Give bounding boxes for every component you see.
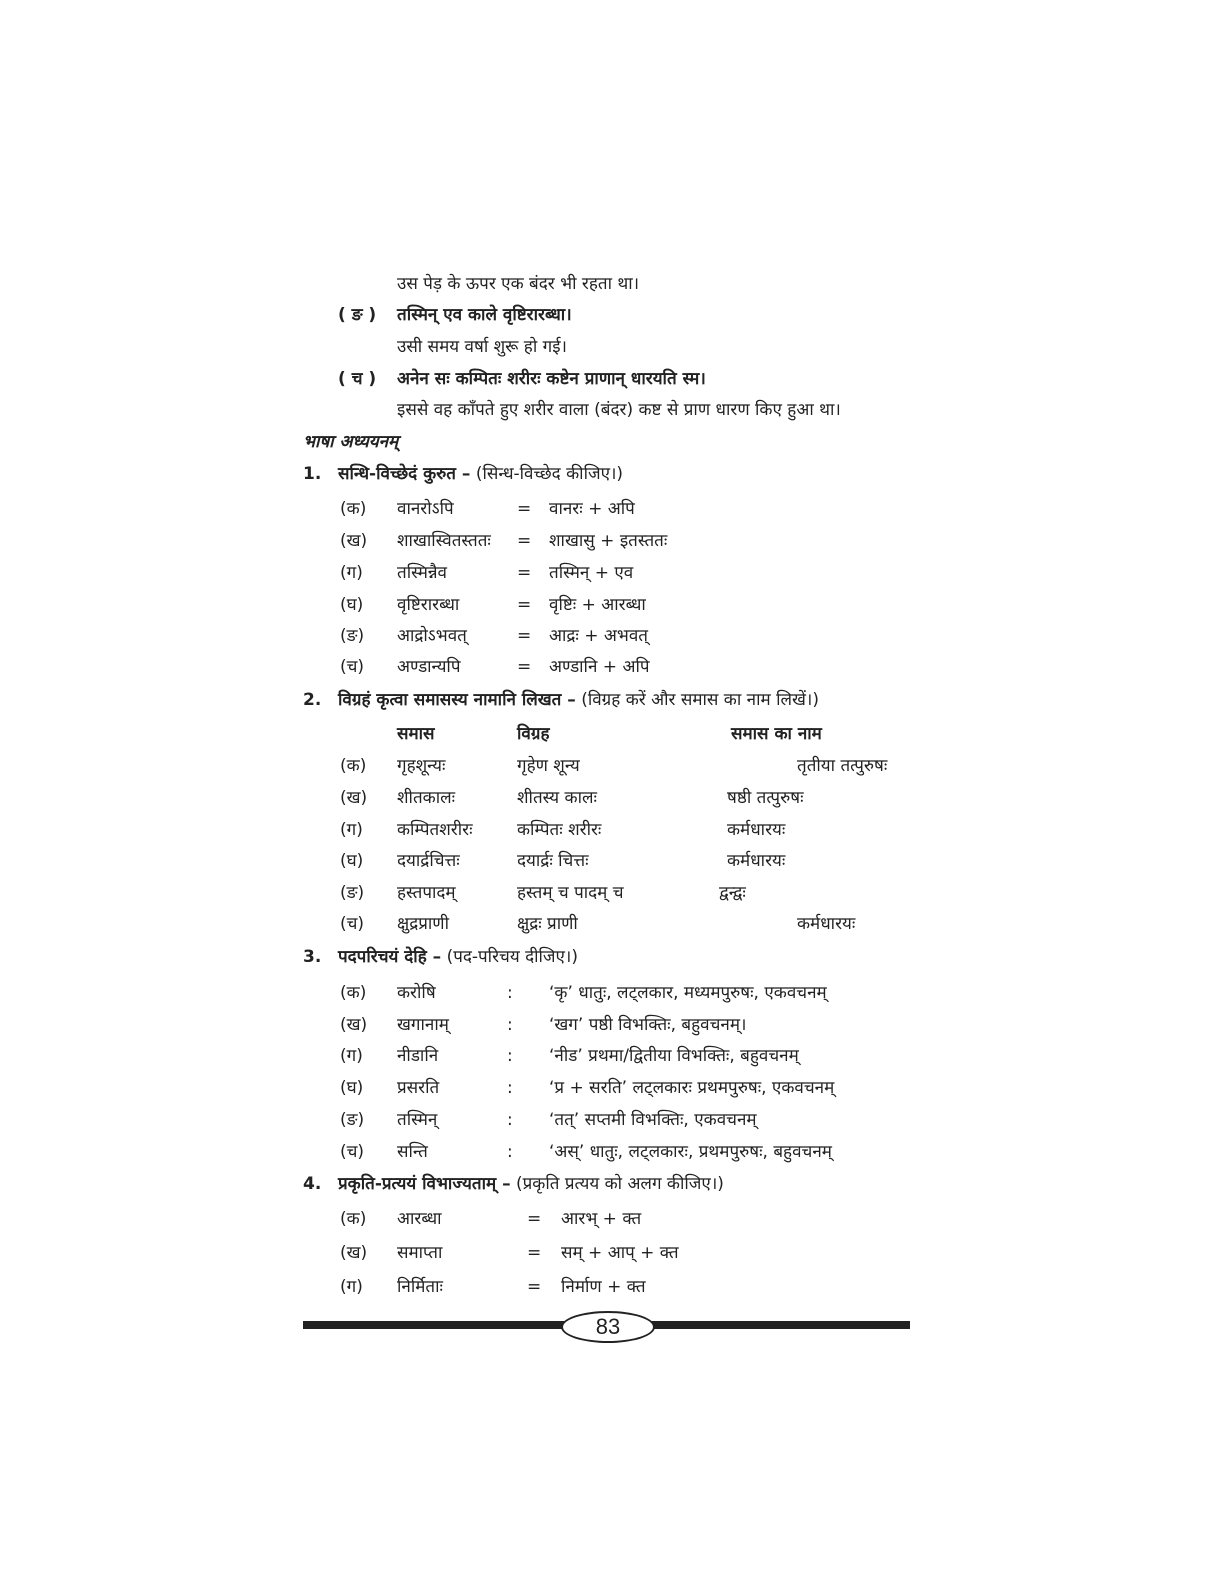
row-split: आद्रः + अभवत्	[549, 626, 648, 646]
row-label: (घ)	[340, 1078, 364, 1098]
question-title: विग्रहं कृत्वा समासस्य नामानि लिखत –	[338, 690, 576, 710]
row-samas: क्षुद्रप्राणी	[397, 914, 449, 934]
row-samas: कम्पितशरीरः	[397, 820, 473, 840]
row-word: तस्मिन्नैव	[397, 563, 448, 583]
column-header-vigrah: विग्रह	[517, 724, 550, 744]
row-label: (ख)	[340, 1243, 368, 1263]
question-hint: (पद-परिचय दीजिए।)	[446, 947, 579, 967]
row-vigrah: हस्तम् च पादम् च	[517, 883, 624, 903]
row-samas: दयार्द्रचित्तः	[397, 851, 460, 871]
row-word: शाखास्वितस्ततः	[397, 531, 491, 551]
question-number: 4.	[303, 1174, 322, 1194]
question-number: 3.	[303, 947, 322, 967]
sanskrit-sentence: तस्मिन् एव काले वृष्टिरारब्धा।	[397, 305, 572, 325]
row-word: करोषि	[397, 983, 436, 1003]
row-samas: गृहशून्यः	[397, 756, 446, 776]
row-word: समाप्ता	[397, 1243, 443, 1263]
row-eq: =	[517, 595, 532, 615]
row-description: ‘अस्’ धातुः, लट्लकारः, प्रथमपुरुषः, बहुवचनम्	[549, 1142, 832, 1162]
row-colon: :	[507, 1110, 513, 1130]
row-samas: हस्तपादम्	[397, 883, 456, 903]
row-label: (ङ)	[340, 626, 365, 646]
question-hint: (सिन्ध-विच्छेद कीजिए।)	[475, 464, 624, 484]
row-split: वानरः + अपि	[549, 499, 635, 519]
row-eq: =	[517, 531, 532, 551]
row-label: (ग)	[340, 563, 363, 583]
row-label: (च)	[340, 1142, 365, 1162]
row-split: अण्डानि + अपि	[549, 657, 650, 677]
row-word: नीडानि	[397, 1046, 439, 1066]
page-number: 83	[561, 1311, 655, 1343]
row-split: आरभ् + क्त	[561, 1209, 642, 1229]
row-word: अण्डान्यपि	[397, 657, 461, 677]
row-vigrah: कम्पितः शरीरः	[517, 820, 602, 840]
question-title: पदपरिचयं देहि –	[338, 947, 442, 967]
row-description: ‘नीड’ प्रथमा/द्वितीया विभक्तिः, बहुवचनम्	[549, 1046, 799, 1066]
row-eq: =	[527, 1243, 542, 1263]
row-vigrah: शीतस्य कालः	[517, 788, 597, 808]
row-label: (ङ)	[340, 1110, 365, 1130]
question-title: प्रकृति-प्रत्ययं विभाज्यताम् –	[338, 1174, 511, 1194]
row-description: ‘कृ’ धातुः, लट्लकार, मध्यमपुरुषः, एकवचनम्	[549, 983, 827, 1003]
row-word: तस्मिन्	[397, 1110, 438, 1130]
row-word: वृष्टिरारब्धा	[397, 595, 460, 615]
row-label: (क)	[340, 499, 367, 519]
row-label: (ख)	[340, 531, 368, 551]
row-eq: =	[527, 1277, 542, 1297]
row-split: शाखासु + इतस्ततः	[549, 531, 668, 551]
intro-line: उस पेड़ के ऊपर एक बंदर भी रहता था।	[397, 274, 640, 294]
row-description: ‘तत्’ सप्तमी विभक्तिः, एकवचनम्	[549, 1110, 757, 1130]
row-word: प्रसरति	[397, 1078, 440, 1098]
question-title-line	[338, 688, 819, 712]
row-description: ‘खग’ पष्ठी विभक्तिः, बहुवचनम्।	[549, 1015, 747, 1035]
row-split: तस्मिन् + एव	[549, 563, 634, 583]
row-description: ‘प्र + सरति’ लट्लकारः प्रथमपुरुषः, एकवचनम्	[549, 1078, 835, 1098]
row-colon: :	[507, 1142, 513, 1162]
section-heading: भाषा अध्ययनम्	[303, 432, 399, 452]
row-word: सन्ति	[397, 1142, 428, 1162]
row-colon: :	[507, 1015, 513, 1035]
row-label: (घ)	[340, 595, 364, 615]
row-label: (घ)	[340, 851, 364, 871]
question-title: सन्धि-विच्छेदं कुरुत –	[338, 464, 471, 484]
row-eq: =	[517, 563, 532, 583]
row-samas-name: षष्ठी तत्पुरुषः	[727, 788, 804, 808]
row-samas-name: कर्मधारयः	[727, 851, 786, 871]
row-split: वृष्टिः + आरब्धा	[549, 595, 646, 615]
row-label: (च)	[340, 657, 365, 677]
row-label: (ख)	[340, 1015, 368, 1035]
question-number: 2.	[303, 690, 322, 710]
question-title-line	[338, 945, 578, 969]
column-header-samas-name: समास का नाम	[731, 724, 822, 744]
row-split: निर्माण + क्त	[561, 1277, 646, 1297]
row-label: (ग)	[340, 1046, 363, 1066]
row-eq: =	[517, 499, 532, 519]
row-eq: =	[527, 1209, 542, 1229]
row-label: (ङ)	[340, 883, 365, 903]
item-label: ( ङ )	[338, 305, 377, 325]
row-label: (च)	[340, 914, 365, 934]
question-hint: (विग्रह करें और समास का नाम लिखें।)	[581, 690, 819, 710]
row-word: निर्मिताः	[397, 1277, 443, 1297]
row-samas-name: कर्मधारयः	[797, 914, 856, 934]
row-colon: :	[507, 1078, 513, 1098]
question-hint: (प्रकृति प्रत्यय को अलग कीजिए।)	[516, 1174, 724, 1194]
row-eq: =	[517, 657, 532, 677]
row-samas-name: कर्मधारयः	[727, 820, 786, 840]
row-eq: =	[517, 626, 532, 646]
row-word: वानरोऽपि	[397, 499, 454, 519]
row-vigrah: दयार्द्रः चित्तः	[517, 851, 589, 871]
row-label: (ग)	[340, 1277, 363, 1297]
column-header-samas: समास	[397, 724, 435, 744]
row-label: (ग)	[340, 820, 363, 840]
row-word: खगानाम्	[397, 1015, 449, 1035]
question-title-line	[338, 462, 623, 486]
hindi-translation: इससे वह काँपते हुए शरीर वाला (बंदर) कष्ट से प्राण धारण किए हुआ था।	[397, 400, 841, 420]
row-label: (क)	[340, 983, 367, 1003]
row-label: (ख)	[340, 788, 368, 808]
row-label: (क)	[340, 1209, 367, 1229]
row-word: आद्रोऽभवत्	[397, 626, 467, 646]
row-colon: :	[507, 1046, 513, 1066]
row-samas-name: तृतीया तत्पुरुषः	[797, 756, 888, 776]
row-samas: शीतकालः	[397, 788, 456, 808]
sanskrit-sentence: अनेन सः कम्पितः शरीरः कष्टेन प्राणान् धारयति स्म।	[397, 369, 706, 389]
row-colon: :	[507, 983, 513, 1003]
row-label: (क)	[340, 756, 367, 776]
item-label: ( च )	[338, 369, 377, 389]
row-word: आरब्धा	[397, 1209, 442, 1229]
question-number: 1.	[303, 464, 322, 484]
row-split: सम् + आप् + क्त	[561, 1243, 679, 1263]
row-vigrah: गृहेण शून्य	[517, 756, 580, 776]
row-vigrah: क्षुद्रः प्राणी	[517, 914, 578, 934]
hindi-translation: उसी समय वर्षा शुरू हो गई।	[397, 337, 567, 357]
question-title-line	[338, 1172, 724, 1196]
row-samas-name: द्वन्द्वः	[719, 883, 746, 903]
